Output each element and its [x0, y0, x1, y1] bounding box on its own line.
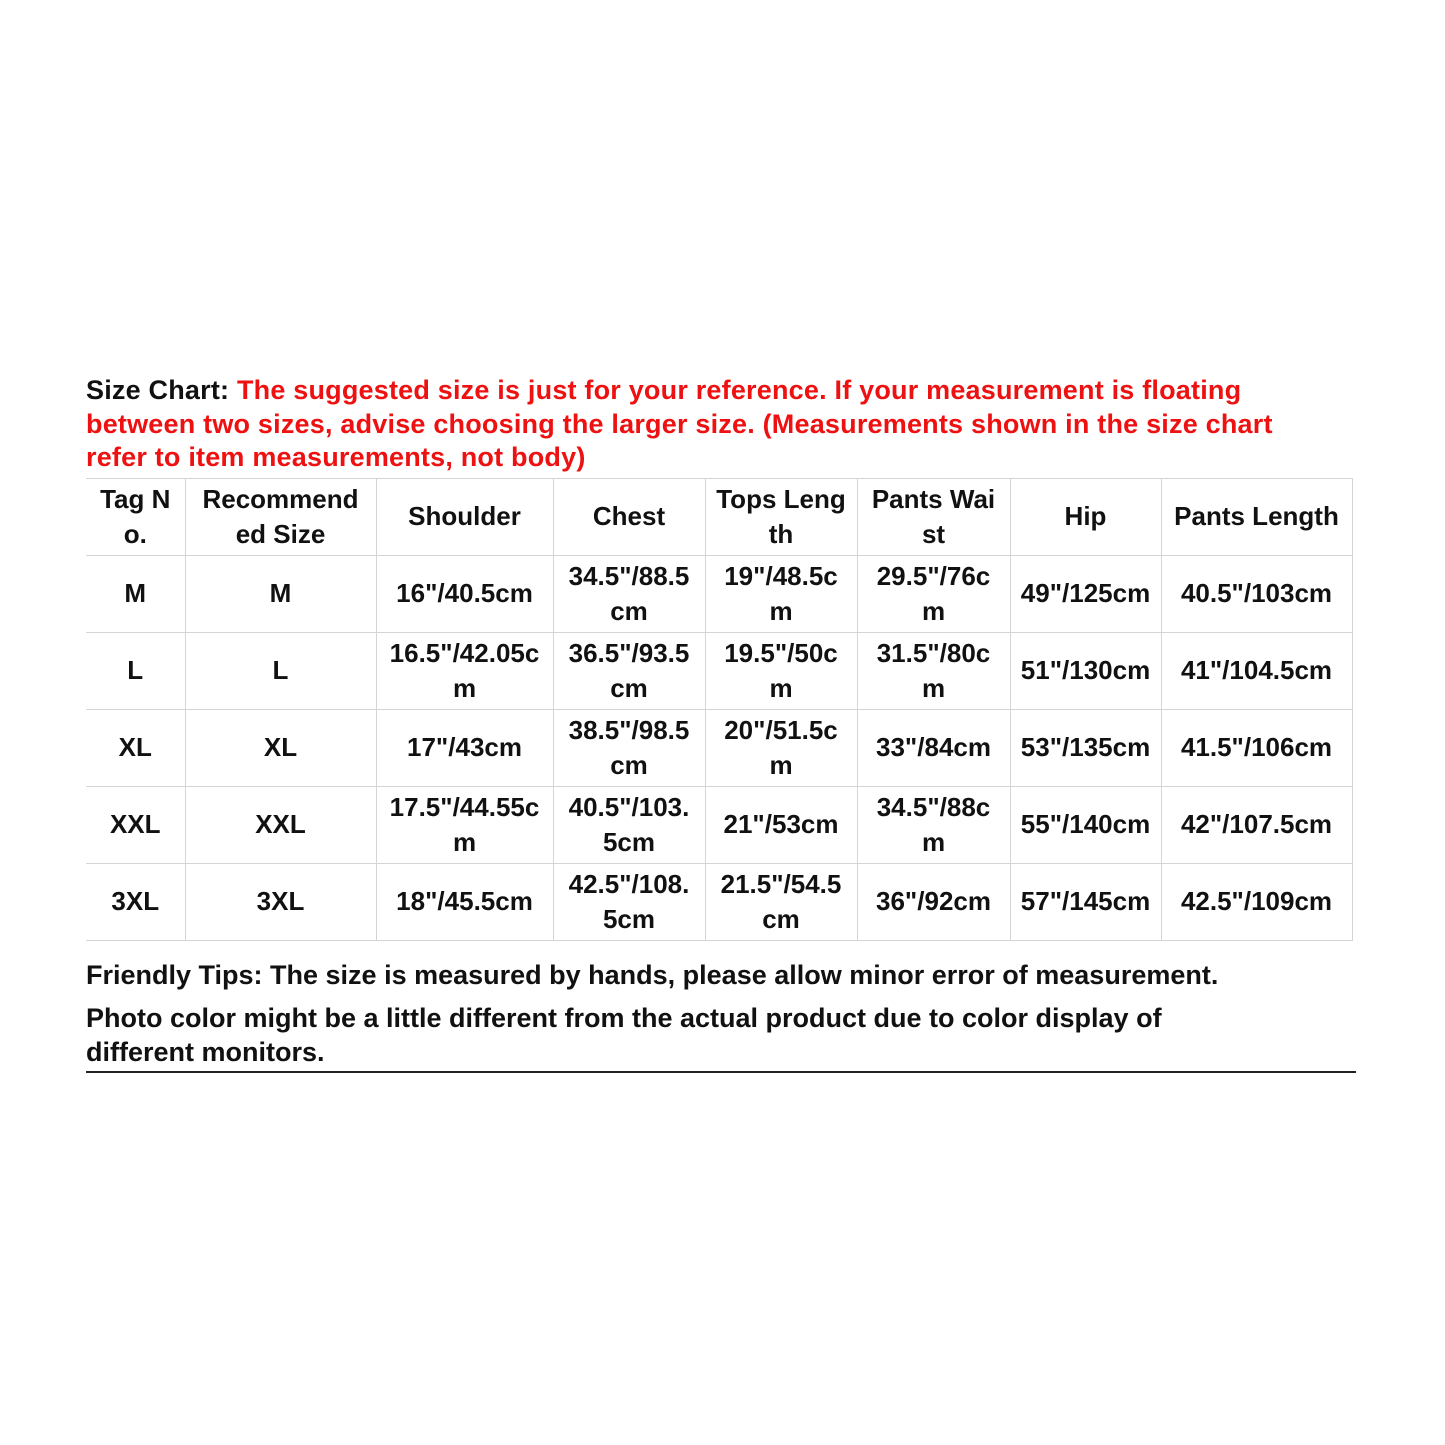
- cell-recommended-size: 3XL: [185, 863, 376, 940]
- table-header-row: [86, 478, 1352, 555]
- cell-chest: 42.5"/108. 5cm: [553, 863, 705, 940]
- cell-tops-length: 20"/51.5c m: [705, 709, 857, 786]
- cell-tops-length: 19.5"/50c m: [705, 632, 857, 709]
- cell-pants-waist: 36"/92cm: [857, 863, 1010, 940]
- cell-recommended-size: XXL: [185, 786, 376, 863]
- table-row: [86, 709, 1352, 786]
- cell-pants-length: 41"/104.5cm: [1161, 632, 1352, 709]
- header-shoulder: Shoulder: [376, 478, 553, 555]
- header-chest: Chest: [553, 478, 705, 555]
- header-pants-length: Pants Length: [1161, 478, 1352, 555]
- tips-line-color: Photo color might be a little different from the actual product due to color display of different monitors.: [86, 1003, 1162, 1067]
- cell-chest: 34.5"/88.5 cm: [553, 555, 705, 632]
- cell-shoulder: 17"/43cm: [376, 709, 553, 786]
- cell-hip: 49"/125cm: [1010, 555, 1161, 632]
- cell-shoulder: 16"/40.5cm: [376, 555, 553, 632]
- tips-line-measurement: Friendly Tips: The size is measured by hands, please allow minor error of measurement.: [86, 959, 1219, 990]
- cell-pants-waist: 34.5"/88c m: [857, 786, 1010, 863]
- cell-hip: 53"/135cm: [1010, 709, 1161, 786]
- header-hip: Hip: [1010, 478, 1161, 555]
- cell-tops-length: 21.5"/54.5 cm: [705, 863, 857, 940]
- size-chart-note: The suggested size is just for your reference. If your measurement is floating between two sizes, advise choosing the larger size. (Measurements shown in the size chart refer to item measurements, not body): [86, 375, 1273, 472]
- cell-tag-no: XXL: [86, 786, 185, 863]
- cell-pants-waist: 31.5"/80c m: [857, 632, 1010, 709]
- cell-pants-length: 42.5"/109cm: [1161, 863, 1352, 940]
- cell-pants-length: 41.5"/106cm: [1161, 709, 1352, 786]
- table-row: [86, 863, 1352, 940]
- friendly-tips: [86, 959, 1356, 1070]
- size-chart-sheet: [86, 374, 1356, 1073]
- cell-shoulder: 17.5"/44.55c m: [376, 786, 553, 863]
- header-pants-waist: Pants Wai st: [857, 478, 1010, 555]
- cell-chest: 40.5"/103. 5cm: [553, 786, 705, 863]
- cell-hip: 55"/140cm: [1010, 786, 1161, 863]
- cell-tag-no: M: [86, 555, 185, 632]
- bottom-divider: [86, 1071, 1356, 1073]
- header-recommended-size: Recommend ed Size: [185, 478, 376, 555]
- cell-tag-no: 3XL: [86, 863, 185, 940]
- table-row: [86, 555, 1352, 632]
- cell-pants-waist: 29.5"/76c m: [857, 555, 1010, 632]
- cell-tag-no: XL: [86, 709, 185, 786]
- cell-pants-length: 40.5"/103cm: [1161, 555, 1352, 632]
- cell-chest: 36.5"/93.5 cm: [553, 632, 705, 709]
- cell-hip: 51"/130cm: [1010, 632, 1161, 709]
- header-tag-no: Tag N o.: [86, 478, 185, 555]
- cell-hip: 57"/145cm: [1010, 863, 1161, 940]
- table-row: [86, 632, 1352, 709]
- cell-chest: 38.5"/98.5 cm: [553, 709, 705, 786]
- cell-tag-no: L: [86, 632, 185, 709]
- cell-shoulder: 16.5"/42.05c m: [376, 632, 553, 709]
- cell-pants-length: 42"/107.5cm: [1161, 786, 1352, 863]
- size-chart-intro: [86, 374, 1356, 475]
- cell-recommended-size: XL: [185, 709, 376, 786]
- table-row: [86, 786, 1352, 863]
- cell-tops-length: 21"/53cm: [705, 786, 857, 863]
- cell-tops-length: 19"/48.5c m: [705, 555, 857, 632]
- table-body: [86, 555, 1352, 940]
- cell-recommended-size: M: [185, 555, 376, 632]
- cell-recommended-size: L: [185, 632, 376, 709]
- size-chart-label: Size Chart:: [86, 375, 237, 405]
- size-table: [86, 478, 1353, 941]
- cell-shoulder: 18"/45.5cm: [376, 863, 553, 940]
- cell-pants-waist: 33"/84cm: [857, 709, 1010, 786]
- header-tops-length: Tops Leng th: [705, 478, 857, 555]
